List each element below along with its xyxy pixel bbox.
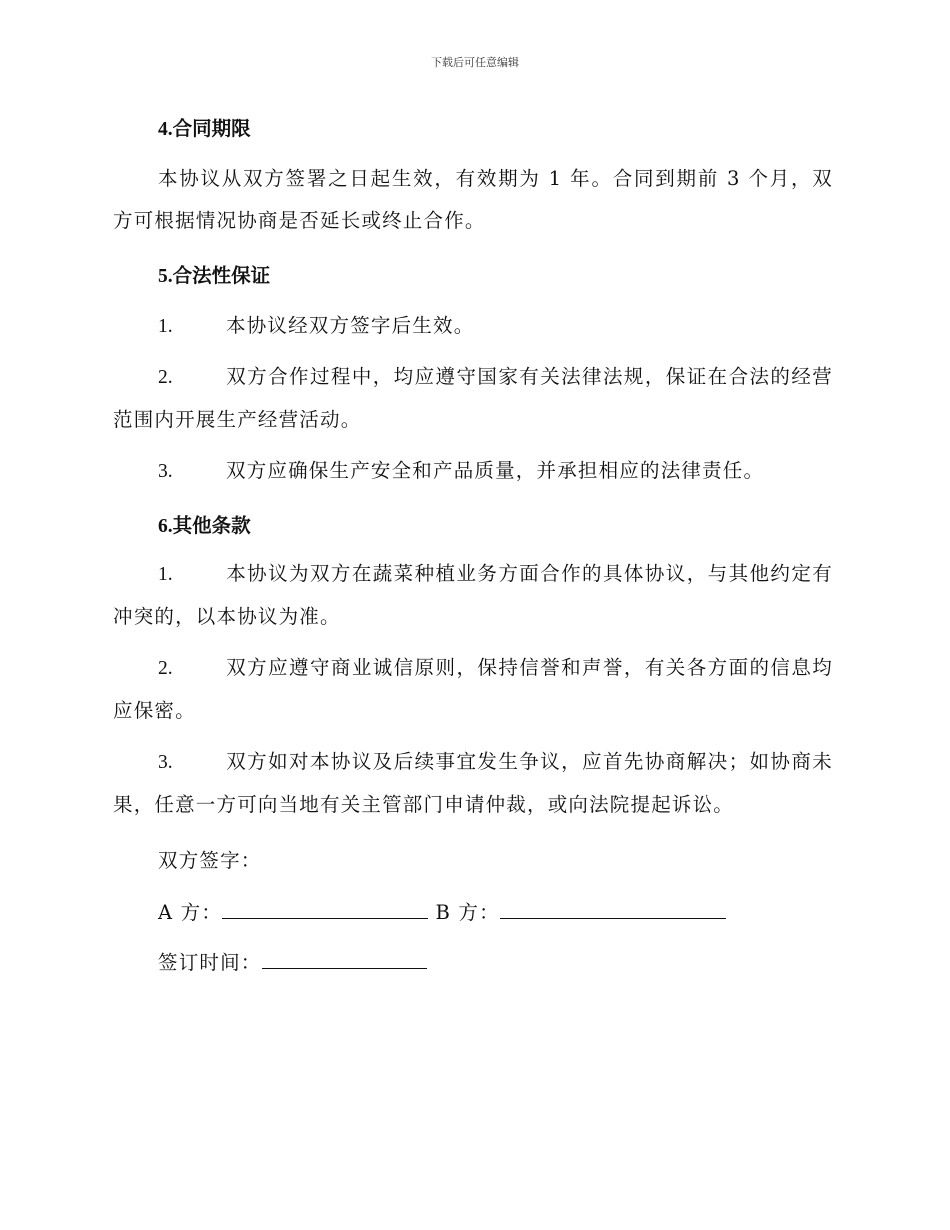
signature-date bbox=[158, 947, 427, 975]
list-item bbox=[113, 450, 833, 493]
item-text: 双方合作过程中，均应遵守国家有关法律法规，保证在合法的经营范围内开展生产经营活动。 bbox=[113, 365, 833, 431]
item-text: 双方应遵守商业诚信原则，保持信誉和声誉，有关各方面的信息均应保密。 bbox=[113, 656, 833, 722]
list-item bbox=[113, 356, 833, 441]
section-title: 合法性保证 bbox=[172, 264, 271, 287]
list-item bbox=[113, 741, 833, 826]
section-title: 其他条款 bbox=[172, 514, 251, 537]
party-a-signature-line bbox=[222, 898, 428, 919]
date-label: 签订时间： bbox=[158, 951, 262, 974]
item-text: 双方应确保生产安全和产品质量，并承担相应的法律责任。 bbox=[226, 459, 765, 482]
list-item bbox=[113, 305, 833, 348]
section-title: 合同期限 bbox=[172, 117, 251, 140]
item-text: 双方如对本协议及后续事宜发生争议，应首先协商解决；如协商未果，任意一方可向当地有关主管部门申请仲裁，或向法院提起诉讼。 bbox=[113, 750, 833, 816]
item-number: 1. bbox=[158, 316, 173, 337]
section-heading-6 bbox=[158, 510, 251, 538]
section-4-paragraph: 本协议从双方签署之日起生效，有效期为 1 年。合同到期前 3 个月，双方可根据情况协商是否延长或终止合作。 bbox=[113, 167, 833, 232]
section-heading-4 bbox=[158, 113, 251, 141]
item-text: 本协议为双方在蔬菜种植业务方面合作的具体协议，与其他约定有冲突的，以本协议为准。 bbox=[113, 562, 833, 628]
list-item bbox=[113, 553, 833, 638]
section-number: 6. bbox=[158, 516, 173, 537]
section-number: 4. bbox=[158, 119, 173, 140]
item-text: 本协议经双方签字后生效。 bbox=[226, 314, 475, 337]
page-header: 下载后可任意编辑 bbox=[431, 56, 519, 69]
signature-intro: 双方签字： bbox=[158, 849, 262, 872]
item-number: 2. bbox=[158, 658, 173, 679]
section-heading-5 bbox=[158, 260, 270, 288]
list-item bbox=[113, 647, 833, 732]
date-signature-line bbox=[262, 948, 427, 969]
party-b-signature-line bbox=[500, 898, 726, 919]
section-number: 5. bbox=[158, 266, 173, 287]
signature-parties bbox=[158, 897, 726, 925]
party-b-label: B 方： bbox=[435, 901, 500, 924]
item-number: 1. bbox=[158, 564, 173, 585]
item-number: 2. bbox=[158, 367, 173, 388]
party-a-label: A 方： bbox=[158, 901, 223, 924]
item-number: 3. bbox=[158, 752, 173, 773]
item-number: 3. bbox=[158, 461, 173, 482]
